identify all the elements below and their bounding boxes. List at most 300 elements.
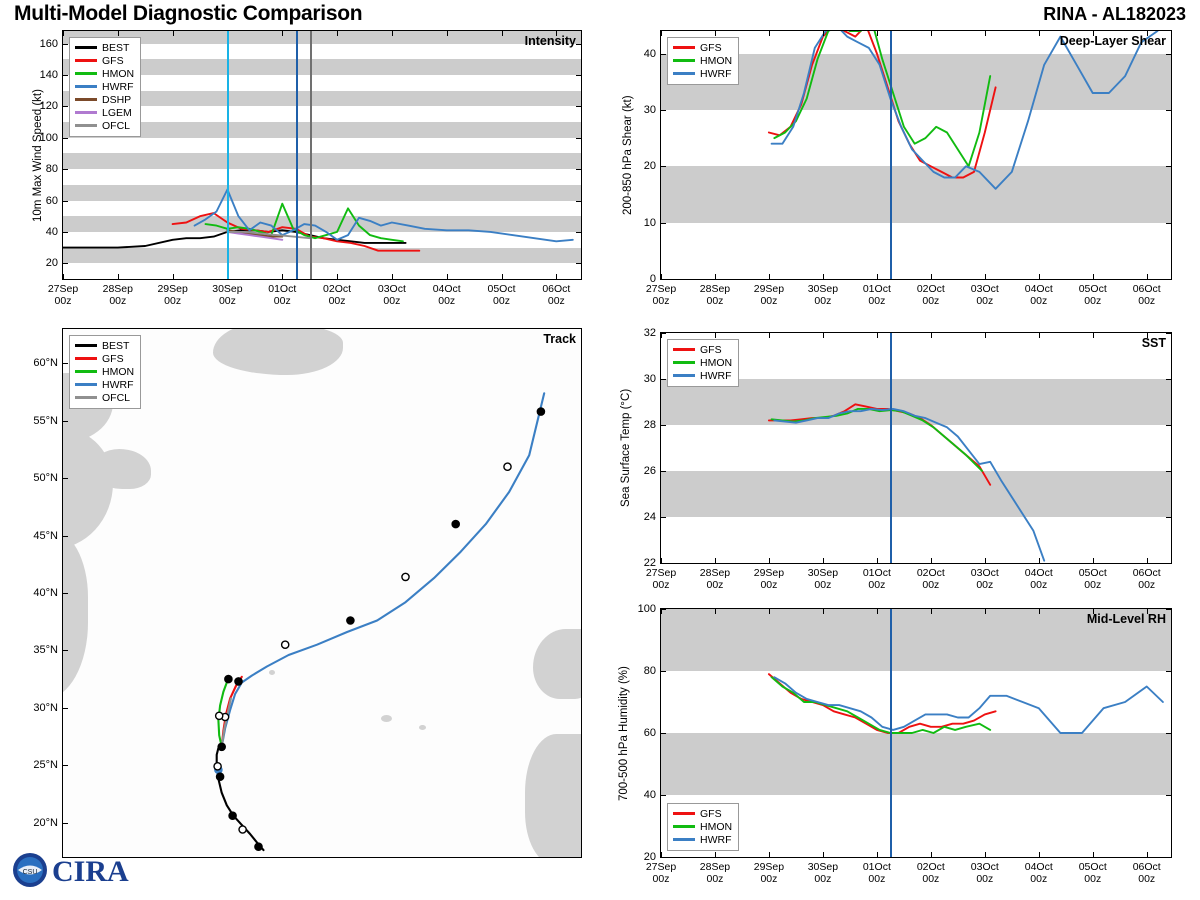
- x-tick-label: 30Sep 00z: [807, 283, 839, 307]
- x-tick-label: 04Oct 00z: [1024, 861, 1053, 885]
- y-tick-mark: [1166, 733, 1171, 734]
- y-tick-mark: [661, 425, 666, 426]
- rh-y-axis-label: 700-500 hPa Humidity (%): [618, 665, 630, 801]
- x-tick-label: 03Oct 00z: [377, 283, 406, 307]
- x-tick-mark: [1093, 274, 1094, 279]
- x-tick-label: 01Oct 00z: [862, 567, 891, 591]
- x-tick-label: 01Oct 00z: [862, 861, 891, 885]
- x-tick-mark: [877, 852, 878, 857]
- x-tick-mark: [282, 31, 283, 36]
- y-tick-label: 120: [39, 100, 58, 113]
- sst-plot-area: [660, 332, 1172, 564]
- x-tick-label: 27Sep 00z: [645, 861, 677, 885]
- y-tick-label: 20: [643, 851, 656, 863]
- x-tick-mark: [769, 609, 770, 614]
- x-tick-label: 02Oct 00z: [916, 283, 945, 307]
- intensity-title: Intensity: [524, 34, 576, 48]
- latitude-tick-label: 20°N: [33, 816, 58, 829]
- x-tick-mark: [715, 333, 716, 338]
- y-tick-label: 30: [643, 103, 656, 116]
- x-tick-label: 06Oct 00z: [1132, 567, 1161, 591]
- legend-label: HWRF: [700, 369, 732, 382]
- x-tick-label: 04Oct 00z: [1024, 567, 1053, 591]
- y-tick-mark: [576, 263, 581, 264]
- legend-swatch: [75, 98, 97, 101]
- y-tick-label: 40: [643, 789, 656, 801]
- x-tick-label: 05Oct 00z: [1078, 861, 1107, 885]
- legend-swatch: [75, 46, 97, 49]
- x-tick-mark: [661, 558, 662, 563]
- series-line-hwrf: [774, 677, 1163, 733]
- latitude-tick-label: 45°N: [33, 529, 58, 542]
- legend-item-hwrf: [673, 369, 732, 382]
- y-tick-mark: [576, 232, 581, 233]
- x-tick-label: 28Sep 00z: [699, 283, 731, 307]
- legend-label: BEST: [102, 339, 130, 352]
- y-tick-mark: [63, 169, 68, 170]
- track-position-marker: [217, 773, 224, 780]
- legend-label: GFS: [102, 352, 124, 365]
- track-position-marker: [504, 463, 511, 470]
- y-tick-mark: [63, 363, 68, 364]
- legend-label: HWRF: [102, 80, 134, 93]
- y-tick-mark: [1166, 857, 1171, 858]
- y-tick-mark: [661, 563, 666, 564]
- legend-swatch: [75, 370, 97, 373]
- y-tick-mark: [1166, 471, 1171, 472]
- series-line-hmon: [774, 30, 990, 166]
- y-tick-mark: [1166, 425, 1171, 426]
- legend-swatch: [673, 374, 695, 377]
- legend-swatch: [673, 838, 695, 841]
- x-tick-mark: [931, 31, 932, 36]
- y-tick-mark: [1166, 795, 1171, 796]
- legend-label: HWRF: [700, 67, 732, 80]
- y-tick-mark: [661, 379, 666, 380]
- storm-id-label: RINA - AL182023: [1043, 4, 1186, 24]
- y-tick-label: 10: [643, 216, 656, 229]
- shear-plot-area: [660, 30, 1172, 280]
- y-tick-mark: [1166, 110, 1171, 111]
- x-tick-mark: [1039, 274, 1040, 279]
- legend-item-hwrf: [673, 67, 732, 80]
- x-tick-mark: [715, 274, 716, 279]
- y-tick-label: 28: [643, 419, 656, 431]
- y-tick-mark: [63, 106, 68, 107]
- y-tick-label: 160: [39, 37, 58, 50]
- legend-swatch: [673, 825, 695, 828]
- legend-label: DSHP: [102, 93, 132, 106]
- y-tick-label: 20: [643, 160, 656, 173]
- track-legend: [69, 335, 141, 409]
- x-tick-label: 02Oct 00z: [916, 861, 945, 885]
- x-tick-mark: [769, 31, 770, 36]
- legend-item-gfs: [673, 807, 732, 820]
- latitude-tick-label: 55°N: [33, 414, 58, 427]
- x-tick-mark: [1147, 558, 1148, 563]
- y-tick-mark: [63, 823, 68, 824]
- x-tick-label: 27Sep 00z: [645, 567, 677, 591]
- track-panel: [62, 328, 582, 858]
- y-tick-mark: [1166, 609, 1171, 610]
- legend-swatch: [673, 361, 695, 364]
- x-tick-mark: [877, 333, 878, 338]
- y-tick-mark: [63, 75, 68, 76]
- x-tick-mark: [931, 558, 932, 563]
- legend-label: HWRF: [102, 378, 134, 391]
- legend-label: HMON: [102, 365, 135, 378]
- x-tick-mark: [447, 274, 448, 279]
- x-tick-label: 03Oct 00z: [970, 283, 999, 307]
- legend-item-hwrf: [673, 833, 732, 846]
- y-tick-mark: [1166, 671, 1171, 672]
- x-tick-mark: [661, 31, 662, 36]
- y-tick-mark: [661, 166, 666, 167]
- x-tick-label: 03Oct 00z: [970, 567, 999, 591]
- x-tick-mark: [877, 31, 878, 36]
- latitude-tick-label: 60°N: [33, 357, 58, 370]
- rh-plot-area: [660, 608, 1172, 858]
- y-tick-mark: [1166, 279, 1171, 280]
- track-title: Track: [543, 332, 576, 346]
- x-tick-mark: [931, 274, 932, 279]
- legend-swatch: [75, 344, 97, 347]
- shear-panel: [660, 30, 1172, 280]
- y-tick-mark: [63, 263, 68, 264]
- track-position-marker: [537, 408, 544, 415]
- legend-swatch: [75, 111, 97, 114]
- y-tick-mark: [1166, 379, 1171, 380]
- y-tick-label: 40: [45, 225, 58, 238]
- rh-title: Mid-Level RH: [1086, 612, 1166, 626]
- x-tick-label: 27Sep 00z: [645, 283, 677, 307]
- legend-label: OFCL: [102, 119, 131, 132]
- x-tick-mark: [877, 558, 878, 563]
- legend-item-gfs: [673, 343, 732, 356]
- x-tick-mark: [1039, 31, 1040, 36]
- x-tick-mark: [118, 274, 119, 279]
- y-tick-mark: [1166, 223, 1171, 224]
- x-tick-mark: [769, 558, 770, 563]
- legend-label: HMON: [700, 820, 733, 833]
- x-tick-mark: [173, 274, 174, 279]
- legend-label: LGEM: [102, 106, 132, 119]
- legend-swatch: [673, 812, 695, 815]
- y-tick-mark: [576, 169, 581, 170]
- x-tick-mark: [1093, 333, 1094, 338]
- time-marker-line: [296, 31, 298, 279]
- x-tick-mark: [63, 31, 64, 36]
- legend-item-hmon: [673, 54, 732, 67]
- time-marker-line: [310, 31, 312, 279]
- x-tick-mark: [392, 274, 393, 279]
- x-tick-mark: [502, 31, 503, 36]
- y-tick-label: 26: [643, 465, 656, 477]
- intensity-y-axis-label: 10m Max Wind Speed (kt): [32, 88, 44, 222]
- x-tick-mark: [985, 333, 986, 338]
- legend-label: GFS: [700, 41, 722, 54]
- x-tick-mark: [1039, 609, 1040, 614]
- y-tick-label: 22: [643, 557, 656, 569]
- legend-item-lgem: [75, 106, 134, 119]
- y-tick-label: 140: [39, 68, 58, 81]
- legend-label: HMON: [700, 356, 733, 369]
- legend-swatch: [75, 357, 97, 360]
- x-tick-mark: [63, 274, 64, 279]
- track-position-marker: [452, 521, 459, 528]
- x-tick-mark: [661, 852, 662, 857]
- y-tick-mark: [661, 671, 666, 672]
- x-tick-label: 05Oct 00z: [1078, 567, 1107, 591]
- track-position-marker: [282, 641, 289, 648]
- legend-swatch: [75, 124, 97, 127]
- series-line-hwrf: [774, 409, 1044, 561]
- x-tick-mark: [1039, 852, 1040, 857]
- y-tick-mark: [63, 138, 68, 139]
- x-tick-mark: [392, 31, 393, 36]
- x-tick-mark: [985, 31, 986, 36]
- legend-label: GFS: [700, 807, 722, 820]
- y-tick-mark: [576, 44, 581, 45]
- svg-text:CSU: CSU: [22, 869, 38, 876]
- x-tick-mark: [661, 333, 662, 338]
- y-tick-mark: [661, 857, 666, 858]
- x-tick-label: 01Oct 00z: [862, 283, 891, 307]
- x-tick-mark: [823, 558, 824, 563]
- x-tick-label: 29Sep 00z: [157, 283, 188, 307]
- rh-legend: [667, 803, 739, 851]
- y-tick-mark: [661, 471, 666, 472]
- track-line-ofcl: [222, 699, 231, 747]
- time-marker-line: [890, 609, 892, 857]
- x-tick-mark: [447, 31, 448, 36]
- y-tick-mark: [1166, 166, 1171, 167]
- y-tick-label: 100: [637, 603, 656, 615]
- sst-y-axis-label: Sea Surface Temp (°C): [620, 388, 632, 507]
- x-tick-mark: [715, 852, 716, 857]
- track-position-marker: [229, 812, 236, 819]
- y-tick-mark: [661, 110, 666, 111]
- x-tick-mark: [337, 274, 338, 279]
- series-line-gfs: [769, 674, 996, 733]
- y-tick-mark: [661, 733, 666, 734]
- intensity-legend: [69, 37, 141, 137]
- x-tick-mark: [769, 333, 770, 338]
- y-tick-mark: [576, 138, 581, 139]
- track-position-marker: [214, 763, 221, 770]
- legend-label: HWRF: [700, 833, 732, 846]
- latitude-tick-label: 50°N: [33, 472, 58, 485]
- y-tick-label: 32: [643, 327, 656, 339]
- legend-swatch: [75, 59, 97, 62]
- x-tick-label: 05Oct 00z: [1078, 283, 1107, 307]
- time-marker-line: [890, 333, 892, 563]
- series-line-hwrf: [772, 30, 1158, 189]
- x-tick-label: 06Oct 00z: [1132, 283, 1161, 307]
- x-tick-mark: [337, 31, 338, 36]
- latitude-tick-label: 40°N: [33, 587, 58, 599]
- y-tick-mark: [1166, 517, 1171, 518]
- legend-label: GFS: [700, 343, 722, 356]
- track-plot-area: [62, 328, 582, 858]
- y-tick-label: 20: [45, 257, 58, 270]
- y-tick-mark: [1166, 333, 1171, 334]
- svg-text:CIRA: CIRA: [52, 855, 129, 888]
- track-position-marker: [239, 826, 246, 833]
- x-tick-mark: [823, 852, 824, 857]
- x-tick-label: 03Oct 00z: [970, 861, 999, 885]
- x-tick-label: 06Oct 00z: [1132, 861, 1161, 885]
- x-tick-mark: [1147, 274, 1148, 279]
- y-tick-label: 80: [45, 163, 58, 176]
- y-tick-mark: [661, 517, 666, 518]
- x-tick-label: 29Sep 00z: [753, 861, 785, 885]
- legend-label: GFS: [102, 54, 124, 67]
- x-tick-label: 01Oct 00z: [268, 283, 297, 307]
- shear-title: Deep-Layer Shear: [1059, 34, 1166, 48]
- legend-item-gfs: [75, 54, 134, 67]
- x-tick-mark: [769, 852, 770, 857]
- x-tick-label: 30Sep 00z: [807, 567, 839, 591]
- y-tick-label: 60: [45, 194, 58, 207]
- track-position-marker: [216, 712, 223, 719]
- legend-item-best: [75, 339, 134, 352]
- y-tick-mark: [661, 279, 666, 280]
- track-position-marker: [402, 573, 409, 580]
- legend-swatch: [673, 46, 695, 49]
- y-tick-label: 60: [643, 727, 656, 739]
- sst-legend: [667, 339, 739, 387]
- time-marker-line: [227, 31, 229, 279]
- latitude-tick-label: 35°N: [33, 644, 58, 657]
- y-tick-mark: [576, 201, 581, 202]
- legend-item-ofcl: [75, 119, 134, 132]
- x-tick-label: 30Sep 00z: [807, 861, 839, 885]
- x-tick-mark: [877, 609, 878, 614]
- track-line-best: [217, 747, 264, 850]
- legend-swatch: [75, 85, 97, 88]
- x-tick-mark: [931, 609, 932, 614]
- legend-swatch: [673, 72, 695, 75]
- x-tick-mark: [985, 852, 986, 857]
- x-tick-mark: [985, 558, 986, 563]
- y-tick-mark: [1166, 563, 1171, 564]
- y-tick-mark: [63, 478, 68, 479]
- y-tick-label: 30: [643, 373, 656, 385]
- sst-title: SST: [1141, 336, 1166, 350]
- x-tick-mark: [118, 31, 119, 36]
- legend-label: HMON: [102, 67, 135, 80]
- y-tick-mark: [661, 795, 666, 796]
- y-tick-mark: [63, 536, 68, 537]
- legend-item-gfs: [673, 41, 732, 54]
- shear-y-axis-label: 200-850 hPa Shear (kt): [622, 95, 634, 215]
- intensity-panel: [62, 30, 582, 280]
- legend-item-hmon: [673, 820, 732, 833]
- y-tick-label: 100: [39, 131, 58, 144]
- x-tick-mark: [823, 609, 824, 614]
- x-tick-label: 04Oct 00z: [432, 283, 461, 307]
- x-tick-mark: [661, 274, 662, 279]
- x-tick-label: 28Sep 00z: [699, 861, 731, 885]
- page-title: Multi-Model Diagnostic Comparison: [14, 2, 363, 25]
- x-tick-mark: [823, 31, 824, 36]
- y-tick-mark: [661, 223, 666, 224]
- x-tick-mark: [1039, 333, 1040, 338]
- x-tick-mark: [985, 274, 986, 279]
- x-tick-label: 05Oct 00z: [487, 283, 516, 307]
- x-tick-mark: [877, 274, 878, 279]
- x-tick-label: 28Sep 00z: [699, 567, 731, 591]
- latitude-tick-label: 30°N: [33, 701, 58, 714]
- legend-item-dshp: [75, 93, 134, 106]
- legend-item-best: [75, 41, 134, 54]
- y-tick-mark: [576, 106, 581, 107]
- legend-item-hwrf: [75, 80, 134, 93]
- track-position-marker: [347, 617, 354, 624]
- rh-panel: [660, 608, 1172, 858]
- legend-label: HMON: [700, 54, 733, 67]
- x-tick-label: 04Oct 00z: [1024, 283, 1053, 307]
- x-tick-mark: [1039, 558, 1040, 563]
- y-tick-mark: [63, 765, 68, 766]
- legend-item-hmon: [75, 67, 134, 80]
- x-tick-label: 27Sep 00z: [47, 283, 79, 307]
- x-tick-mark: [715, 31, 716, 36]
- x-tick-label: 06Oct 00z: [542, 283, 571, 307]
- track-position-marker: [255, 843, 262, 850]
- track-position-marker: [218, 743, 225, 750]
- legend-item-hmon: [673, 356, 732, 369]
- x-tick-label: 02Oct 00z: [916, 567, 945, 591]
- x-tick-mark: [823, 274, 824, 279]
- legend-item-hmon: [75, 365, 134, 378]
- x-tick-label: 30Sep 00z: [212, 283, 243, 307]
- x-tick-mark: [931, 852, 932, 857]
- x-tick-mark: [1093, 852, 1094, 857]
- x-tick-mark: [931, 333, 932, 338]
- legend-swatch: [75, 72, 97, 75]
- x-tick-mark: [985, 609, 986, 614]
- latitude-tick-label: 25°N: [33, 759, 58, 772]
- legend-item-gfs: [75, 352, 134, 365]
- x-tick-mark: [823, 333, 824, 338]
- y-tick-label: 80: [643, 665, 656, 677]
- x-tick-mark: [173, 31, 174, 36]
- track-line-hwrf: [222, 393, 545, 747]
- time-marker-line: [890, 31, 892, 279]
- x-tick-mark: [1147, 852, 1148, 857]
- y-tick-mark: [63, 421, 68, 422]
- x-tick-mark: [1093, 558, 1094, 563]
- y-tick-mark: [63, 232, 68, 233]
- intensity-plot-area: [62, 30, 582, 280]
- track-position-marker: [225, 676, 232, 683]
- x-tick-mark: [715, 609, 716, 614]
- x-tick-label: 28Sep 00z: [102, 283, 133, 307]
- sst-panel: [660, 332, 1172, 564]
- legend-swatch: [673, 59, 695, 62]
- legend-item-ofcl: [75, 391, 134, 404]
- y-tick-mark: [63, 708, 68, 709]
- x-tick-mark: [769, 274, 770, 279]
- x-tick-label: 29Sep 00z: [753, 567, 785, 591]
- y-tick-mark: [63, 650, 68, 651]
- x-tick-mark: [661, 609, 662, 614]
- x-tick-mark: [715, 558, 716, 563]
- x-tick-mark: [502, 274, 503, 279]
- y-tick-mark: [63, 44, 68, 45]
